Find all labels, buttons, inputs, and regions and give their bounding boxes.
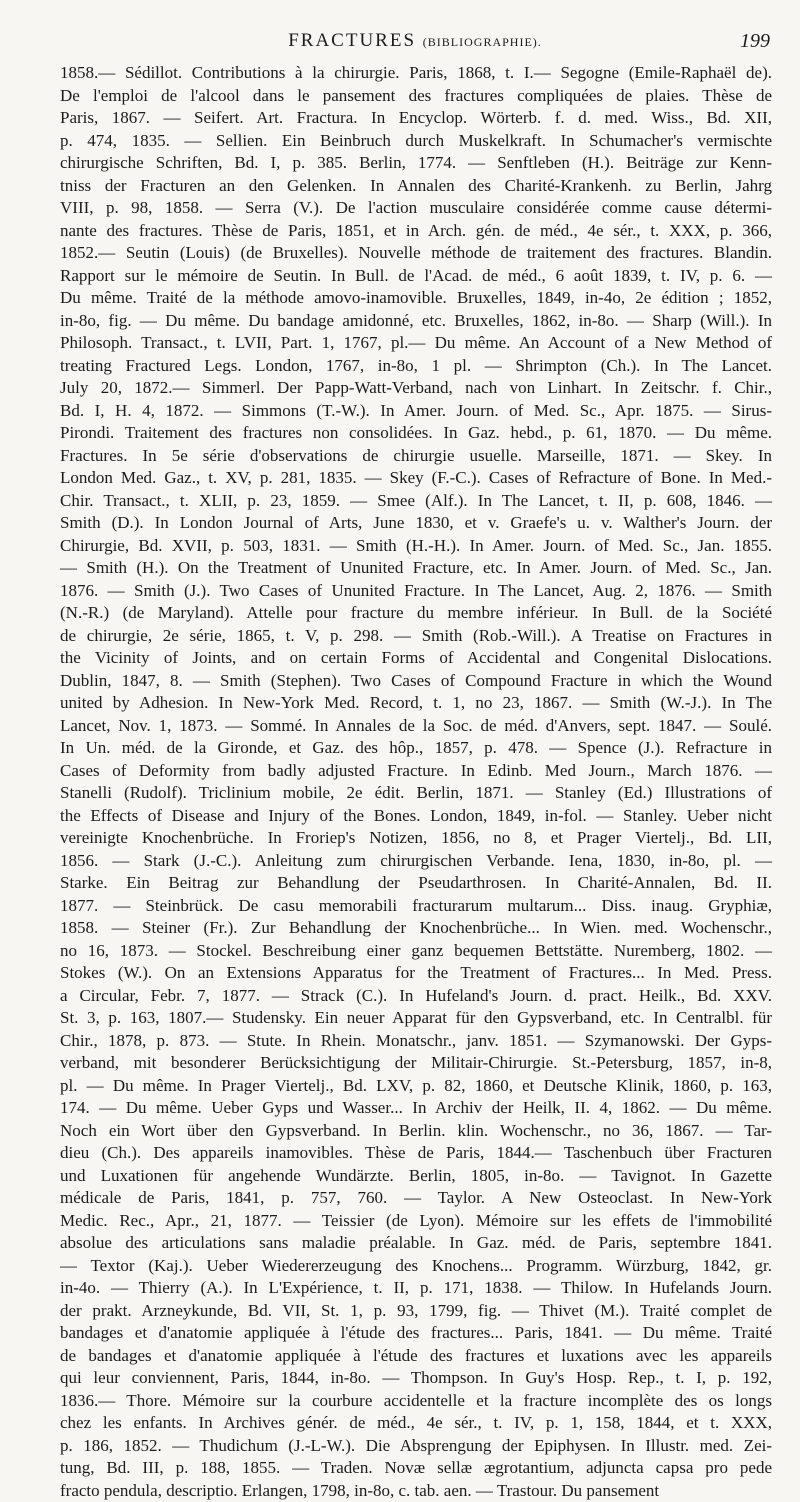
text-line: no 16, 1873. — Stockel. Beschreibung einer ganz bequemen Bettstätte. Nuremberg, 1802. — — [60, 940, 772, 963]
text-line: 1836.— Thore. Mémoire sur la courbure accidentelle et la fracture incomplète des os longs — [60, 1390, 772, 1413]
text-line: (N.-R.) (de Maryland). Attelle pour fracture du membre inférieur. In Bull. de la Société — [60, 602, 772, 625]
text-line: p. 474, 1835. — Sellien. Ein Beinbruch durch Muskelkraft. In Schumacher's vermischte — [60, 130, 772, 153]
text-line: Philosoph. Transact., t. LVII, Part. 1, 1767, pl.— Du même. An Account of a New Method of — [60, 332, 772, 355]
text-line: absolue des articulations sans maladie préalable. In Gaz. méd. de Paris, septembre 1841. — [60, 1232, 772, 1255]
text-line: Fractures. In 5e série d'observations de chirurgie usuelle. Marseille, 1871. — Skey. In — [60, 445, 772, 468]
text-line: der prakt. Arzneykunde, Bd. VII, St. 1, p. 93, 1799, fig. — Thivet (M.). Traité complet de — [60, 1300, 772, 1323]
text-line: in-4o. — Thierry (A.). In L'Expérience, t. II, p. 171, 1838. — Thilow. In Hufelands Journ. — [60, 1277, 772, 1300]
text-line: Dublin, 1847, 8. — Smith (Stephen). Two Cases of Compound Fracture in which the Wound — [60, 670, 772, 693]
text-line: Chir., 1878, p. 873. — Stute. In Rhein. Monatschr., janv. 1851. — Szymanowski. Der Gyps- — [60, 1030, 772, 1053]
text-line: tniss der Fracturen an den Gelenken. In Annalen des Charité-Krankenh. zu Berlin, Jahrg — [60, 175, 772, 198]
text-line: nante des fractures. Thèse de Paris, 1851, et in Arch. gén. de méd., 4e sér., t. XXX, p. 366, — [60, 220, 772, 243]
text-line: Noch ein Wort über den Gypsverband. In Berlin. klin. Wochenschr., no 36, 1867. — Tar- — [60, 1120, 772, 1143]
text-line: 1858.— Sédillot. Contributions à la chirurgie. Paris, 1868, t. I.— Segogne (Emile-Raphaël de). — [60, 62, 772, 85]
text-line: a Circular, Febr. 7, 1877. — Strack (C.). In Hufeland's Journ. d. pract. Heilk., Bd. XXV. — [60, 985, 772, 1008]
text-line: St. 3, p. 163, 1807.— Studensky. Ein neuer Apparat für den Gypsverband, etc. In Centralbl. für — [60, 1007, 772, 1030]
text-line: und Luxationen für angehende Wundärzte. Berlin, 1805, in-8o. — Tavignot. In Gazette — [60, 1165, 772, 1188]
running-title: FRACTURES — [288, 30, 416, 51]
text-line: p. 186, 1852. — Thudichum (J.-L-W.). Die Absprengung der Epiphysen. In Illustr. med. Zei- — [60, 1435, 772, 1458]
text-line: 1856. — Stark (J.-C.). Anleitung zum chirurgischen Verbande. Iena, 1830, in-8o, pl. — — [60, 850, 772, 873]
text-line: Stokes (W.). On an Extensions Apparatus for the Treatment of Fractures... In Med. Press. — [60, 962, 772, 985]
text-line: Lancet, Nov. 1, 1873. — Sommé. In Annales de la Soc. de méd. d'Anvers, sept. 1847. — Soulé. — [60, 715, 772, 738]
running-header — [60, 30, 770, 56]
text-line: 1852.— Seutin (Louis) (de Bruxelles). Nouvelle méthode de traitement des fractures. Blandin. — [60, 242, 772, 265]
text-line: de bandages et d'anatomie appliquée à l'étude des fractures et luxations avec les appareils — [60, 1345, 772, 1368]
text-line: dieu (Ch.). Des appareils inamovibles. Thèse de Paris, 1844.— Taschenbuch über Fracturen — [60, 1142, 772, 1165]
text-line: Paris, 1867. — Seifert. Art. Fractura. In Encyclop. Wörterb. f. d. med. Wiss., Bd. XII, — [60, 107, 772, 130]
text-line: Du même. Traité de la méthode amovo-inamovible. Bruxelles, 1849, in-4o, 2e édition ; 1852, — [60, 287, 772, 310]
text-line: Rapport sur le mémoire de Seutin. In Bull. de l'Acad. de méd., 6 août 1839, t. IV, p. 6. — — [60, 265, 772, 288]
text-line: pl. — Du même. In Prager Viertelj., Bd. LXV, p. 82, 1860, et Deutsche Klinik, 1860, p. 163, — [60, 1075, 772, 1098]
text-line: Cases of Deformity from badly adjusted Fracture. In Edinb. Med Journ., March 1876. — — [60, 760, 772, 783]
text-line: qui leur conviennent, Paris, 1844, in-8o. — Thompson. In Guy's Hosp. Rep., t. I, p. 192, — [60, 1367, 772, 1390]
text-line: tung, Bd. III, p. 188, 1855. — Traden. Novæ sellæ ægrotantium, adjuncta capsa pro pede — [60, 1457, 772, 1480]
text-line: De l'emploi de l'alcool dans le pansement des fractures compliquées de plaies. Thèse de — [60, 85, 772, 108]
text-line: verband, mit besonderer Berücksichtigung der Militair-Chirurgie. St.-Petersburg, 1857, in-8, — [60, 1052, 772, 1075]
text-line: — Smith (H.). On the Treatment of Ununited Fracture, etc. In Amer. Journ. of Med. Sc., Jan. — [60, 557, 772, 580]
text-line: united by Adhesion. In New-York Med. Record, t. 1, no 23, 1867. — Smith (W.-J.). In The — [60, 692, 772, 715]
text-line: Pirondi. Traitement des fractures non consolidées. In Gaz. hebd., p. 61, 1870. — Du même. — [60, 422, 772, 445]
text-line: fracto pendula, descriptio. Erlangen, 1798, in-8o, c. tab. aen. — Trastour. Du pansement — [60, 1480, 772, 1502]
text-line: chez les enfants. In Archives génér. de méd., 4e sér., t. IV, p. 1, 158, 1844, et t. XXX, — [60, 1412, 772, 1435]
text-line: London Med. Gaz., t. XV, p. 281, 1835. — Skey (F.-C.). Cases of Refracture of Bone. In Med.- — [60, 467, 772, 490]
text-line: the Vicinity of Joints, and on certain Forms of Accidental and Congenital Dislocations. — [60, 647, 772, 670]
page-number: 199 — [740, 30, 770, 53]
text-line: 1876. — Smith (J.). Two Cases of Ununited Fracture. In The Lancet, Aug. 2, 1876. — Smith — [60, 580, 772, 603]
text-line: Medic. Rec., Apr., 21, 1877. — Teissier (de Lyon). Mémoire sur les effets de l'immobilité — [60, 1210, 772, 1233]
text-line: 1858. — Steiner (Fr.). Zur Behandlung der Knochenbrüche... In Wien. med. Wochenschr., — [60, 917, 772, 940]
running-subtitle: (BIBLIOGRAPHIE). — [423, 35, 542, 49]
text-line: chirurgische Schriften, Bd. I, p. 385. Berlin, 1774. — Senftleben (H.). Beiträge zur Kenn- — [60, 152, 772, 175]
text-line: Stanelli (Rudolf). Triclinium mobile, 2e édit. Berlin, 1871. — Stanley (Ed.) Illustrations of — [60, 782, 772, 805]
text-line: Starke. Ein Beitrag zur Behandlung der Pseudarthrosen. In Charité-Annalen, Bd. II. — [60, 872, 772, 895]
text-line: in-8o, fig. — Du même. Du bandage amidonné, etc. Bruxelles, 1862, in-8o. — Sharp (Will.). In — [60, 310, 772, 333]
text-line: de chirurgie, 2e série, 1865, t. V, p. 298. — Smith (Rob.-Will.). A Treatise on Fractures in — [60, 625, 772, 648]
text-line: — Textor (Kaj.). Ueber Wiedererzeugung des Knochens... Programm. Würzburg, 1842, gr. — [60, 1255, 772, 1278]
text-line: vereinigte Knochenbrüche. In Froriep's Notizen, 1856, no 8, et Prager Viertelj., Bd. LII, — [60, 827, 772, 850]
text-line: bandages et d'anatomie appliquée à l'étude des fractures... Paris, 1841. — Du même. Traité — [60, 1322, 772, 1345]
text-line: médicale de Paris, 1841, p. 757, 760. — Taylor. A New Osteoclast. In New-York — [60, 1187, 772, 1210]
text-line: 174. — Du même. Ueber Gyps und Wasser... In Archiv der Heilk, II. 4, 1862. — Du même. — [60, 1097, 772, 1120]
text-line: July 20, 1872.— Simmerl. Der Papp-Watt-Verband, nach von Linhart. In Zeitschr. f. Chir., — [60, 377, 772, 400]
text-line: Chirurgie, Bd. XVII, p. 503, 1831. — Smith (H.-H.). In Amer. Journ. of Med. Sc., Jan. 1855. — [60, 535, 772, 558]
bibliography-text — [60, 62, 772, 1442]
text-line: treating Fractured Legs. London, 1767, in-8o, 1 pl. — Shrimpton (Ch.). In The Lancet. — [60, 355, 772, 378]
text-line: 1877. — Steinbrück. De casu memorabili fracturarum multarum... Diss. inaug. Gryphiæ, — [60, 895, 772, 918]
text-line: Chir. Transact., t. XLII, p. 23, 1859. — Smee (Alf.). In The Lancet, t. II, p. 608, 1846. — — [60, 490, 772, 513]
text-line: Bd. I, H. 4, 1872. — Simmons (T.-W.). In Amer. Journ. of Med. Sc., Apr. 1875. — Sirus- — [60, 400, 772, 423]
text-line: VIII, p. 98, 1858. — Serra (V.). De l'action musculaire considérée comme cause détermi- — [60, 197, 772, 220]
text-line: the Effects of Disease and Injury of the Bones. London, 1849, in-fol. — Stanley. Ueber nicht — [60, 805, 772, 828]
text-line: In Un. méd. de la Gironde, et Gaz. des hôp., 1857, p. 478. — Spence (J.). Refracture in — [60, 737, 772, 760]
text-line: Smith (D.). In London Journal of Arts, June 1830, et v. Graefe's u. v. Walther's Journ. der — [60, 512, 772, 535]
